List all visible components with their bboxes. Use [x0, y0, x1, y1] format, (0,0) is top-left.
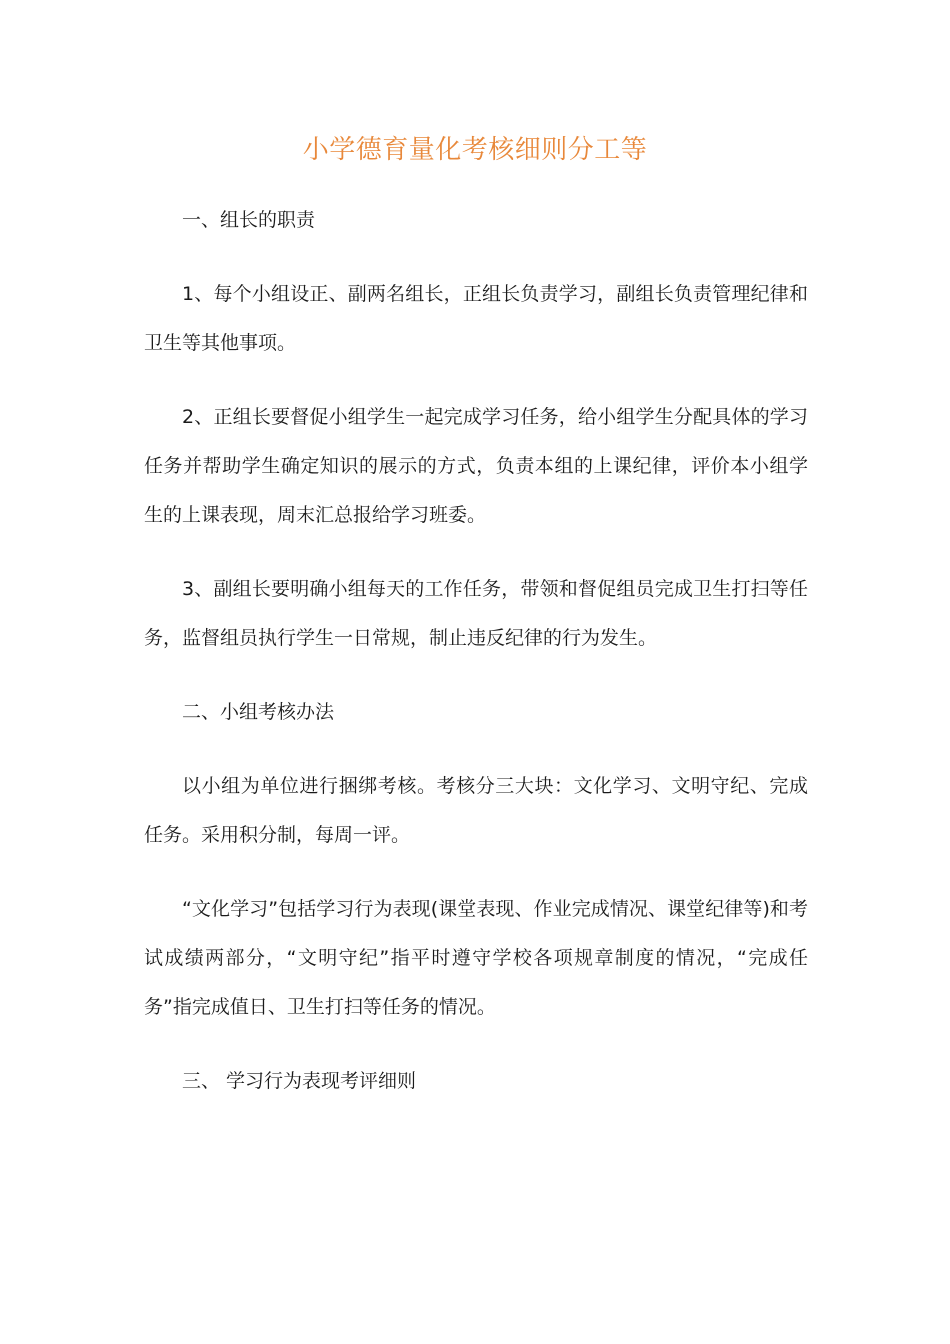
paragraph-1: 1、每个小组设正、副两名组长，正组长负责学习，副组长负责管理纪律和卫生等其他事项。 [144, 283, 808, 354]
paragraph-gap [144, 245, 808, 270]
paragraph-4: 以小组为单位进行捆绑考核。考核分三大块：文化学习、文明守纪、完成任务。采用积分制，每周一评。 [144, 775, 808, 846]
paragraph-2: 2、正组长要督促小组学生一起完成学习任务，给小组学生分配具体的学习任务并帮助学生确定知识的展示的方式，负责本组的上课纪律，评价本小组学生的上课表现，周末汇总报给学习班委。 [144, 406, 808, 526]
paragraph-3: 3、副组长要明确小组每天的工作任务，带领和督促组员完成卫生打扫等任务，监督组员执行学生一日常规，制止违反纪律的行为发生。 [144, 578, 808, 649]
paragraph-gap [144, 663, 808, 688]
document-title: 小学德育量化考核细则分工等 [302, 135, 648, 165]
document-body [144, 196, 808, 1106]
paragraph-5: “文化学习”包括学习行为表现(课堂表现、作业完成情况、课堂纪律等)和考试成绩两部分，“文明守纪”指平时遵守学校各项规章制度的情况，“完成任务”指完成值日、卫生打扫等任务的情况。 [144, 898, 808, 1018]
paragraph-gap [144, 737, 808, 762]
section-heading-3: 三、 学习行为表现考评细则 [182, 1070, 417, 1092]
section-heading-2: 二、小组考核办法 [182, 701, 335, 723]
paragraph-gap [144, 860, 808, 885]
section-heading-1: 一、组长的职责 [182, 209, 316, 231]
paragraph-gap [144, 540, 808, 565]
paragraph-gap [144, 1032, 808, 1057]
paragraph-gap [144, 368, 808, 393]
